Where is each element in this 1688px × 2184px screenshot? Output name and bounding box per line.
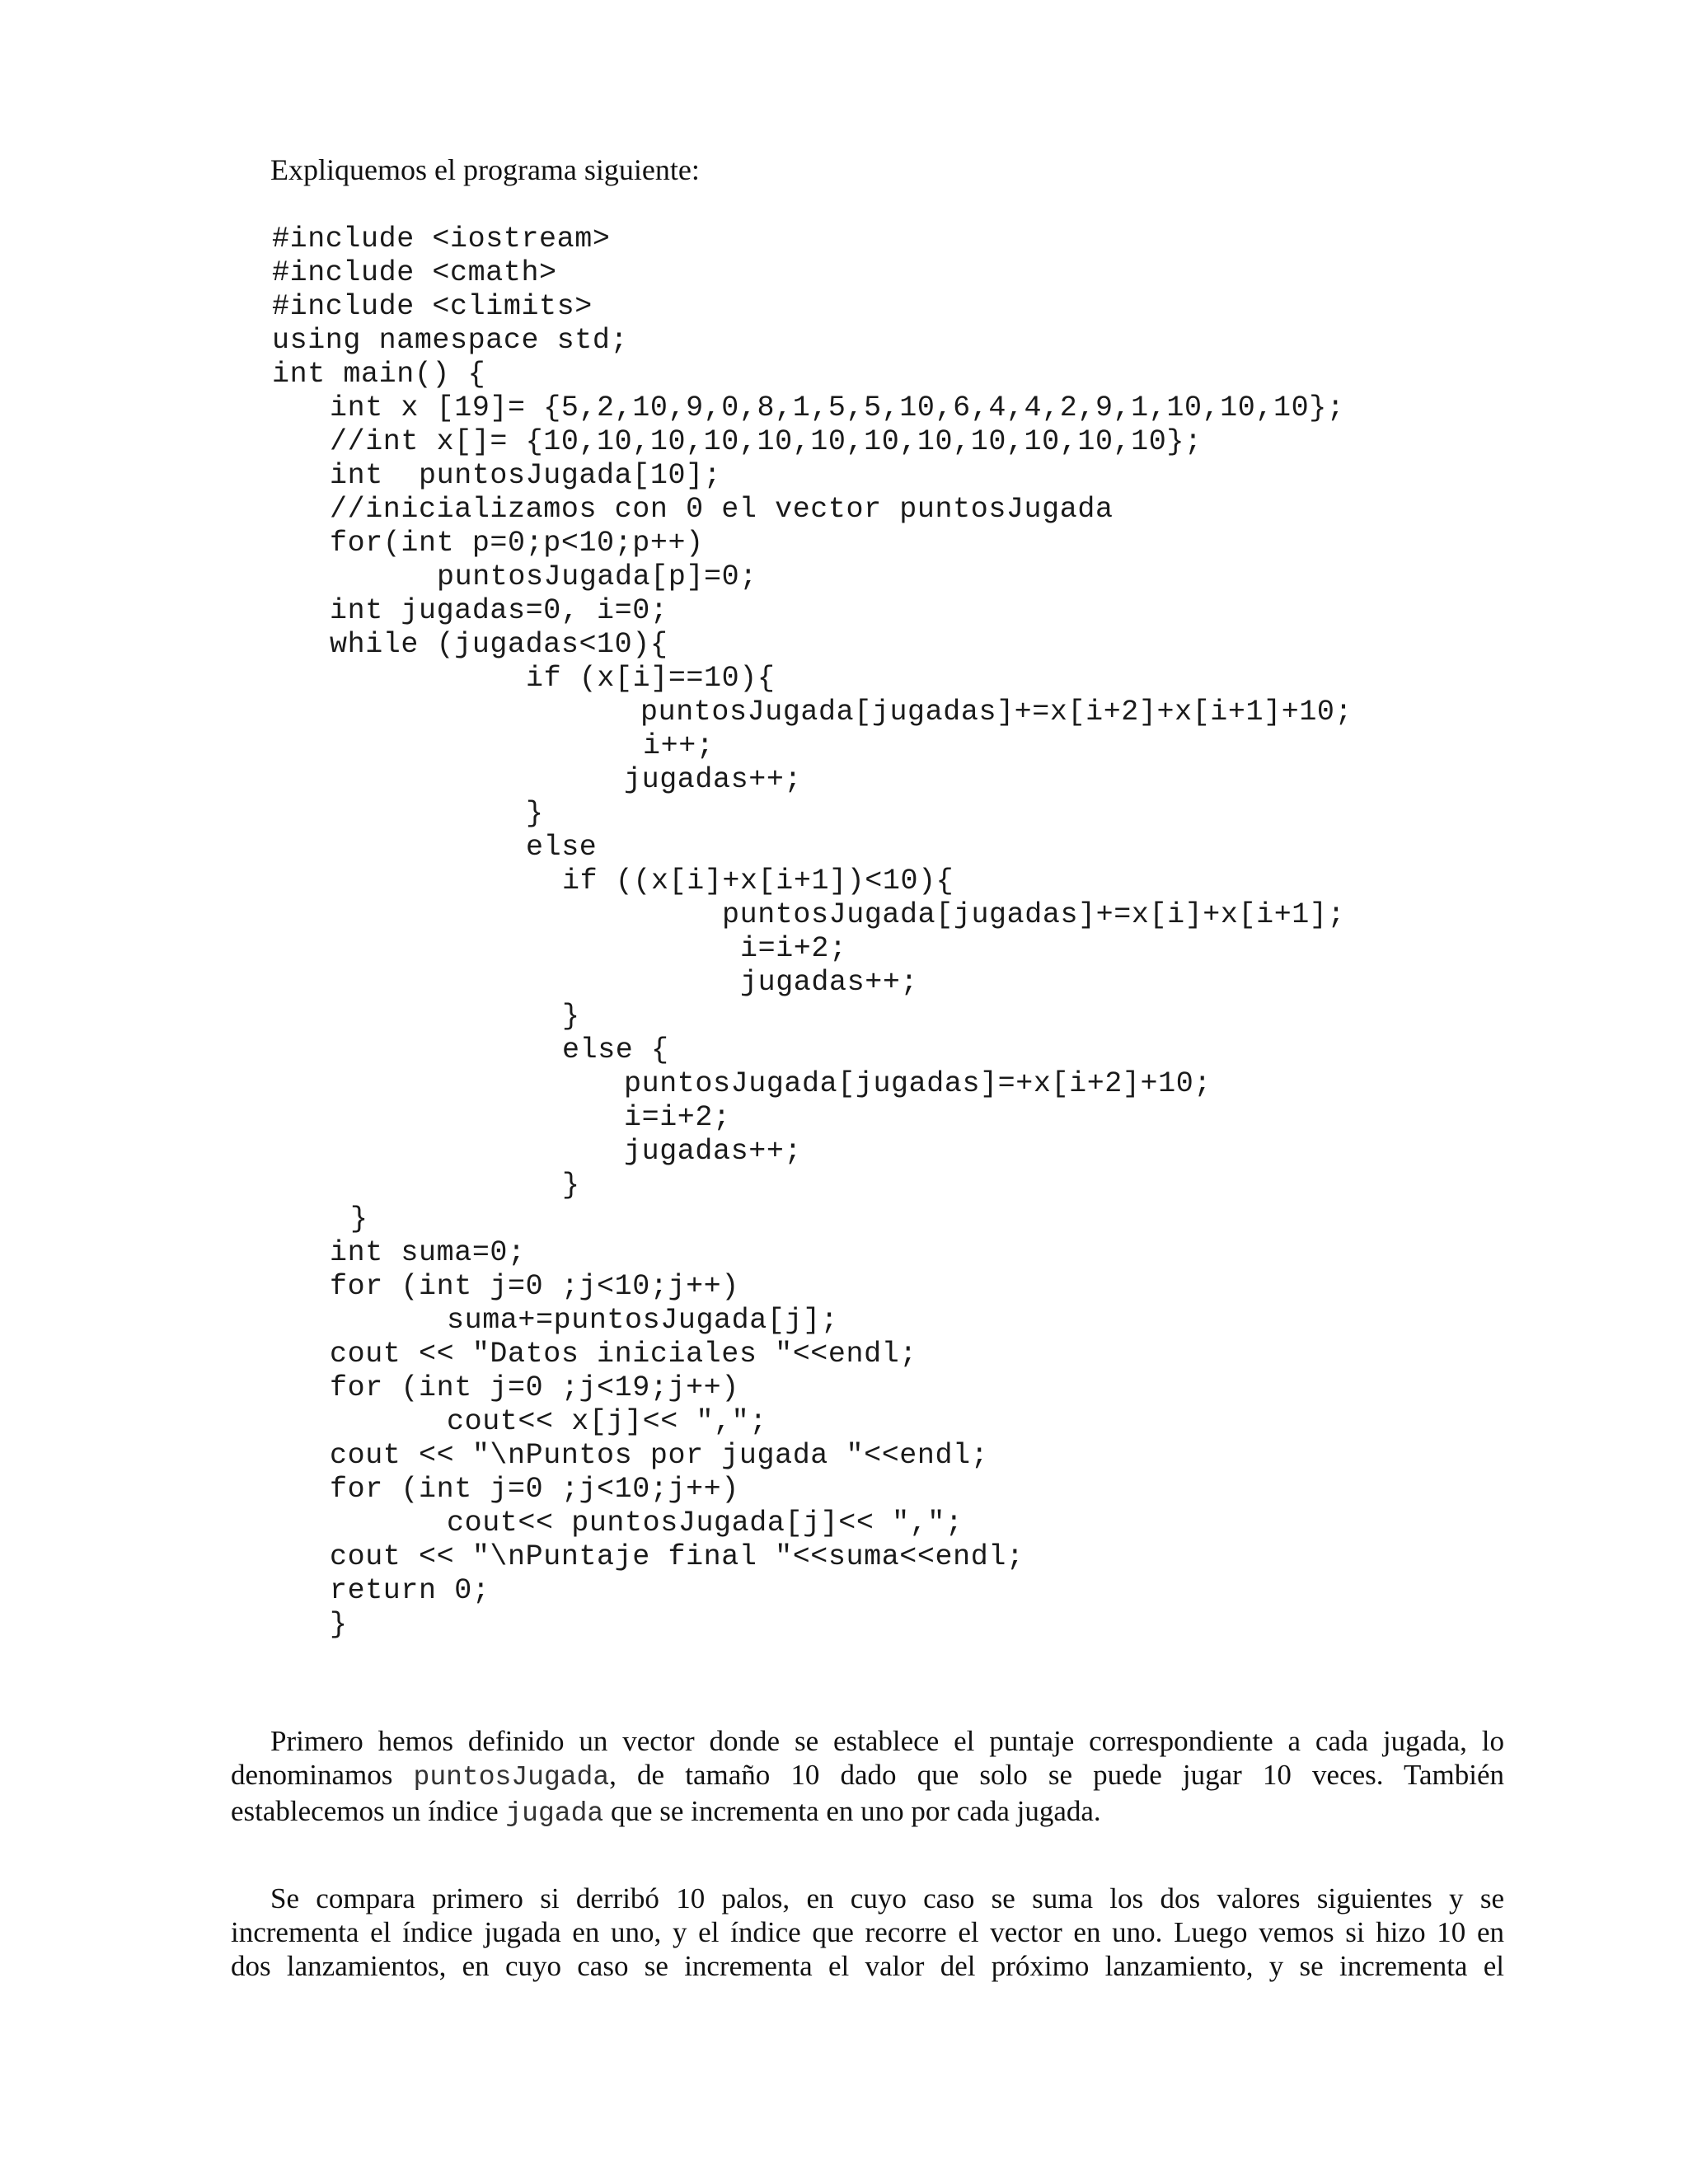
- code-line: puntosJugada[p]=0;: [437, 560, 757, 593]
- paragraph-line: [231, 1949, 1504, 1983]
- code-line: cout << "Datos iniciales "<<endl;: [330, 1338, 917, 1371]
- code-line: jugadas++;: [740, 966, 919, 999]
- code-line: for (int j=0 ;j<19;j++): [330, 1371, 739, 1404]
- code-line: #include <climits>: [272, 290, 593, 323]
- code-line: if (x[i]==10){: [526, 662, 776, 695]
- text-run: que se incrementa en uno por cada jugada.: [610, 1795, 1101, 1827]
- code-line: }: [526, 797, 544, 830]
- code-line: for (int j=0 ;j<10;j++): [330, 1270, 739, 1303]
- paragraph-line: [231, 1915, 1504, 1949]
- text-run: dos lanzamientos, en cuyo caso se incrementa el valor del próximo lanzamiento, y se incrementa el: [231, 1950, 1504, 1982]
- code-line: int suma=0;: [330, 1236, 526, 1269]
- code-line: int x [19]= {5,2,10,9,0,8,1,5,5,10,6,4,4,2,9,1,10,10,10};: [330, 391, 1345, 424]
- code-line: //int x[]= {10,10,10,10,10,10,10,10,10,10,10,10};: [330, 425, 1203, 458]
- code-line: int puntosJugada[10];: [330, 459, 722, 492]
- code-line: return 0;: [330, 1574, 490, 1607]
- code-line: jugadas++;: [624, 1135, 803, 1168]
- code-line: else: [526, 831, 598, 864]
- text-run: establecemos un índice: [231, 1795, 499, 1827]
- code-line: else {: [562, 1033, 669, 1066]
- code-line: for (int j=0 ;j<10;j++): [330, 1473, 739, 1506]
- paragraph-line: [231, 1882, 1504, 1915]
- paragraph-line: [231, 1758, 1504, 1794]
- code-line: }: [562, 1169, 580, 1202]
- code-line: cout<< x[j]<< ",";: [447, 1405, 767, 1438]
- text-run: , de tamaño 10 dado que solo se puede jugar 10 veces. También: [609, 1759, 1504, 1791]
- text-run: Se compara primero si derribó 10 palos, en cuyo caso se suma los dos valores siguientes y se: [270, 1882, 1504, 1915]
- code-line: }: [330, 1608, 348, 1641]
- code-line: i++;: [643, 729, 715, 762]
- code-line: if ((x[i]+x[i+1])<10){: [562, 865, 954, 898]
- code-line: cout<< puntosJugada[j]<< ",";: [447, 1507, 964, 1540]
- code-line: #include <iostream>: [272, 223, 611, 255]
- code-line: while (jugadas<10){: [330, 628, 668, 661]
- paragraph-line: [231, 1724, 1504, 1758]
- code-line: for(int p=0;p<10;p++): [330, 527, 704, 560]
- code-line: puntosJugada[jugadas]+=x[i]+x[i+1];: [722, 898, 1346, 931]
- text-run: Primero hemos definido un vector donde se establece el puntaje correspondiente a cada jugada, lo: [270, 1725, 1504, 1757]
- code-line: puntosJugada[jugadas]=+x[i+2]+10;: [624, 1067, 1212, 1100]
- paragraph-explanation-vector: [231, 1724, 1504, 1830]
- inline-code-puntosJugada: puntosJugada: [413, 1762, 610, 1793]
- paragraph-explanation-logic: [231, 1882, 1504, 1983]
- code-line: //inicializamos con 0 el vector puntosJugada: [330, 493, 1114, 526]
- code-line: puntosJugada[jugadas]+=x[i+2]+x[i+1]+10;: [640, 696, 1353, 729]
- code-line: using namespace std;: [272, 324, 629, 357]
- code-line: cout << "\nPuntos por jugada "<<endl;: [330, 1439, 989, 1472]
- paragraph-line: [231, 1794, 1504, 1830]
- code-line: #include <cmath>: [272, 256, 557, 289]
- code-line: }: [562, 1000, 580, 1033]
- code-line: i=i+2;: [740, 932, 847, 965]
- inline-code-jugada: jugada: [505, 1798, 604, 1829]
- code-line: i=i+2;: [624, 1101, 731, 1134]
- code-line: int main() {: [272, 358, 486, 391]
- code-line: jugadas++;: [624, 763, 803, 796]
- text-run: denominamos: [231, 1759, 393, 1791]
- code-line: cout << "\nPuntaje final "<<suma<<endl;: [330, 1540, 1025, 1573]
- section-heading: Expliquemos el programa siguiente:: [270, 153, 700, 186]
- code-line: }: [350, 1202, 368, 1235]
- text-run: incrementa el índice jugada en uno, y el índice que recorre el vector en uno. Luego vemos si hizo 10 en: [231, 1916, 1504, 1948]
- code-line: int jugadas=0, i=0;: [330, 594, 668, 627]
- code-line: suma+=puntosJugada[j];: [447, 1304, 839, 1337]
